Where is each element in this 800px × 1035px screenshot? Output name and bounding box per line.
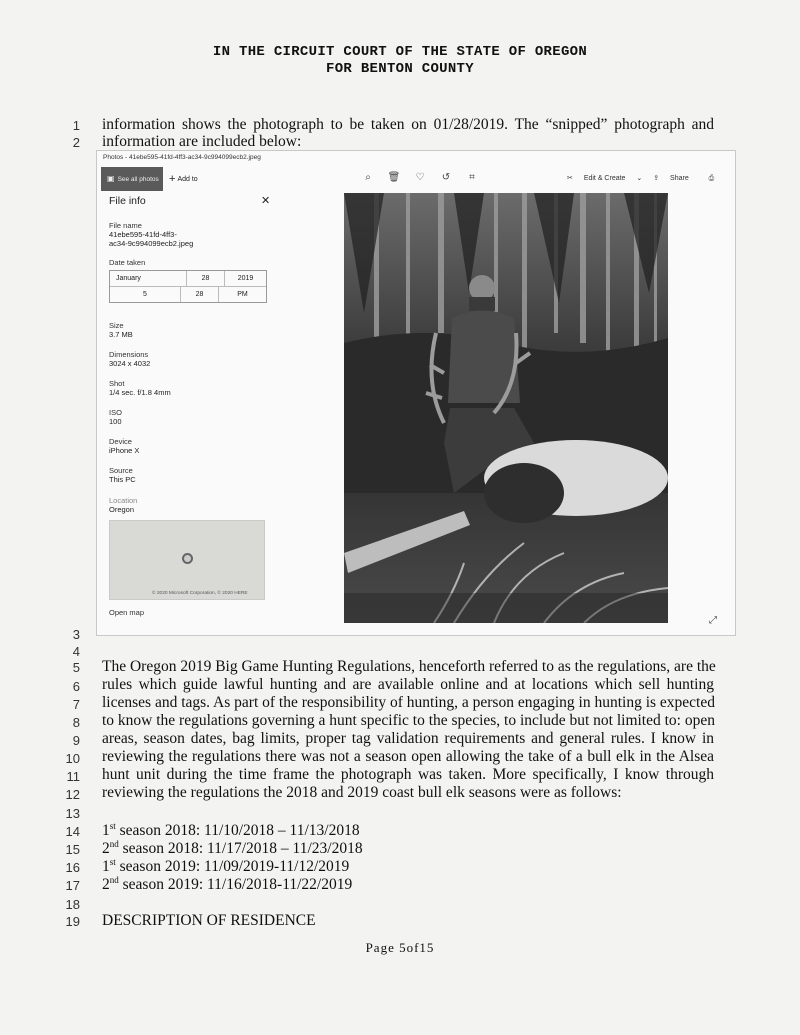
location-map[interactable] [109, 520, 265, 600]
photos-icon: ▣ [107, 174, 115, 183]
line-number: 4 [72, 644, 80, 659]
paragraph-line: rules which guide lawful hunting and are available online and at locations which sell hunting [102, 676, 714, 693]
close-icon[interactable]: ✕ [261, 195, 271, 207]
map-copyright: © 2020 Microsoft Corporation, © 2020 HERE [152, 591, 248, 596]
page-footer: Page 5of15 [365, 940, 435, 955]
see-all-photos-button[interactable] [101, 167, 163, 191]
map-pin-icon [182, 553, 193, 564]
season-dates: season 2019: 11/09/2019-11/12/2019 [115, 858, 350, 875]
season-entry [102, 822, 360, 840]
file-name-value-1: 41ebe595-41fd-4ff3- [109, 230, 177, 239]
season-ordinal: 1 [102, 858, 110, 875]
photos-app-screenshot [96, 150, 736, 636]
open-map-link[interactable]: Open map [109, 608, 145, 617]
edit-create-button[interactable]: ✂ Edit & Create ⌄ [567, 175, 643, 182]
line-number: 7 [72, 697, 80, 712]
crop-icon[interactable]: ⌗ [469, 172, 475, 183]
date-taken-grid [109, 270, 267, 303]
line-number: 13 [65, 806, 80, 821]
paragraph-line: hunt unit during the time frame the photograph was taken. More specifically, I know through [102, 766, 714, 783]
paragraph-line: The Oregon 2019 Big Game Hunting Regulations, henceforth referred to as the regulations, are the [102, 658, 716, 675]
season-ordinal-suffix: st [109, 857, 116, 867]
plus-icon: + [169, 173, 176, 185]
court-header [0, 44, 800, 78]
season-entry [102, 876, 352, 894]
share-icon: ⇪ [653, 175, 662, 182]
edit-icon: ✂ [567, 175, 575, 182]
zoom-icon[interactable]: ⌕ [365, 172, 371, 183]
season-ordinal: 2 [102, 876, 110, 893]
source-value: This PC [109, 475, 136, 484]
date-taken-label: Date taken [109, 258, 146, 267]
print-icon[interactable]: ⎙ [708, 175, 715, 182]
add-to-button[interactable] [169, 167, 198, 192]
season-dates: season 2018: 11/17/2018 – 11/23/2018 [118, 840, 363, 857]
size-label: Size [109, 321, 124, 330]
location-label: Location [109, 496, 138, 505]
year-field[interactable]: 2019 [237, 275, 254, 282]
expand-icon[interactable]: ⤢ [709, 615, 717, 626]
location-value: Oregon [109, 505, 135, 514]
season-entry [102, 840, 363, 858]
photos-toolbar [97, 167, 735, 191]
day-field[interactable]: 28 [187, 271, 225, 286]
line-number: 1 [72, 118, 80, 133]
line-number: 5 [72, 660, 80, 675]
hour-field[interactable]: 5 [110, 287, 181, 302]
season-ordinal: 1 [102, 822, 110, 839]
line-number: 19 [65, 914, 80, 929]
season-ordinal-suffix: nd [109, 839, 119, 849]
favorite-icon[interactable]: ♡ [415, 172, 425, 183]
line-number: 10 [65, 751, 80, 766]
file-info-panel [109, 195, 279, 617]
line-number: 16 [65, 860, 80, 875]
paragraph-line: to know the regulations governing a hunt specific to the species, to include but not limited to: open [102, 712, 715, 729]
line-number: 9 [72, 733, 80, 748]
season-entry [102, 858, 349, 876]
season-dates: season 2019: 11/16/2018-11/22/2019 [118, 876, 353, 893]
court-header-line-1: IN THE CIRCUIT COURT OF THE STATE OF OREGON [212, 44, 588, 60]
line-number: 17 [65, 878, 80, 893]
file-name-value-2: ac34-9c994099ecb2.jpeg [109, 239, 194, 248]
elk-hunter-photo [344, 193, 668, 623]
see-all-label: See all photos [117, 176, 159, 183]
file-info-title: File info [109, 195, 146, 207]
shot-value: 1/4 sec. f/1.8 4mm [109, 388, 171, 397]
season-ordinal: 2 [102, 840, 110, 857]
shot-label: Shot [109, 379, 125, 388]
line-number: 14 [65, 824, 80, 839]
intro-line-2: information are included below: [102, 133, 302, 150]
photo-illustration [344, 193, 668, 623]
iso-value: 100 [109, 417, 122, 426]
file-name-label: File name [109, 221, 142, 230]
rotate-icon[interactable]: ↺ [441, 172, 451, 183]
ampm-field[interactable]: PM [237, 291, 248, 298]
line-number: 6 [72, 679, 80, 694]
share-label: Share [670, 175, 689, 182]
line-number: 11 [66, 769, 80, 784]
line-number: 12 [65, 787, 80, 802]
minute-field[interactable]: 28 [181, 287, 219, 302]
delete-icon[interactable]: 🗑 [387, 172, 401, 183]
intro-line-1: information shows the photograph to be taken on 01/28/2019. The “snipped” photograph and [102, 116, 714, 133]
dimensions-label: Dimensions [109, 350, 149, 359]
line-number: 8 [72, 715, 80, 730]
size-value: 3.7 MB [109, 330, 133, 339]
edit-create-label: Edit & Create [583, 175, 626, 182]
court-header-line-2: FOR BENTON COUNTY [326, 61, 474, 77]
device-label: Device [109, 437, 132, 446]
paragraph-line: reviewing the regulations the 2018 and 2019 coast bull elk seasons were as follows: [102, 784, 622, 801]
paragraph-line: licenses and tags. As part of the responsibility of hunting, a person engaging in hunting is expected [102, 694, 715, 711]
line-number: 3 [72, 627, 80, 642]
section-heading: DESCRIPTION OF RESIDENCE [102, 912, 316, 929]
window-title: Photos - 41ebe595-41fd-4ff3-ac34-9c994099ecb2.jpeg [103, 154, 261, 161]
share-button[interactable] [653, 175, 698, 182]
line-number: 18 [65, 897, 80, 912]
month-field[interactable]: January [110, 271, 187, 286]
season-dates: season 2018: 11/10/2018 – 11/13/2018 [115, 822, 360, 839]
paragraph-line: areas, season dates, bag limits, proper tag validation requirements and general rules. I know in [102, 730, 714, 747]
season-ordinal-suffix: nd [109, 875, 119, 885]
line-number: 2 [72, 135, 80, 150]
dimensions-value: 3024 x 4032 [109, 359, 151, 368]
device-value: iPhone X [109, 446, 140, 455]
toolbar-icon-group [355, 172, 485, 183]
source-label: Source [109, 466, 133, 475]
season-ordinal-suffix: st [109, 821, 116, 831]
iso-label: ISO [109, 408, 122, 417]
paragraph-line: reviewing the regulations there was not a season open allowing the take of a bull elk in the Alsea [102, 748, 714, 765]
line-number: 15 [65, 842, 80, 857]
add-to-label: Add to [177, 176, 198, 183]
